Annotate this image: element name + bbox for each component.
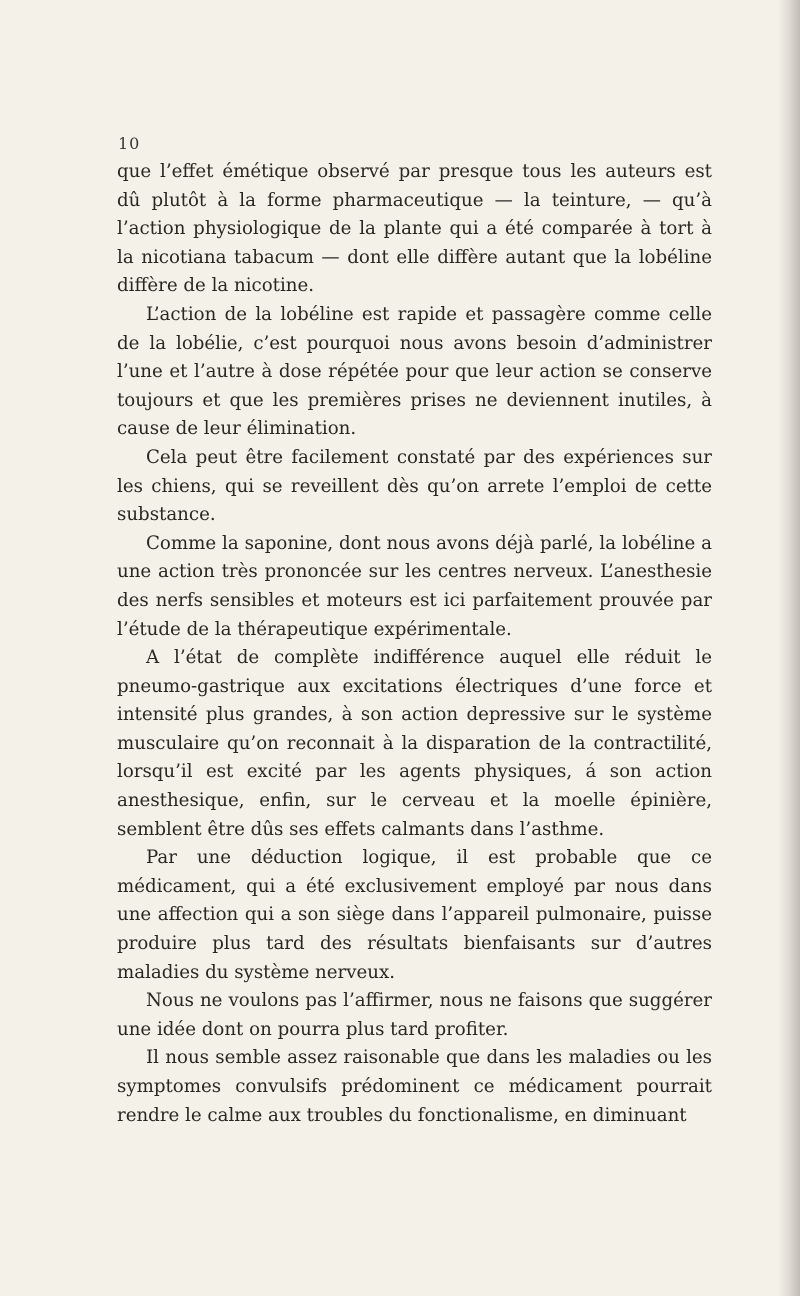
paragraph-1: que l’effet émétique observé par presque tous les auteurs est dû plutôt à la forme pharmaceutique — la teinture, — qu’à l’action physiologique de la plante qui a été comparée à tort à la nicotiana tabacum — dont elle diffère autant que la lobéline diffère de la nicotine. [117,161,712,297]
paragraph-7: Nous ne voulons pas l’affirmer, nous ne faisons que suggérer une idée dont on pourra plus tard profiter. [117,990,712,1040]
paragraph-4: Comme la saponine, dont nous avons déjà parlé, la lobéline a une action très prononcée sur les centres nerveux. L’anesthesie des nerfs sensibles et moteurs est ici parfaitement prouvée par l’étude de la thérapeutique expérimentale. [117,532,712,640]
page-edge-shadow [778,0,800,1296]
paragraph-3: Cela peut être facilement constaté par des expériences sur les chiens, qui se reveillent dès qu’on arrete l’emploi de cette substance. [117,446,712,526]
paragraph-5: A l’état de complète indifférence auquel elle réduit le pneumo-gastrique aux excitations électriques d’une force et intensité plus grandes, à son action depressive sur le système musculaire qu’on reconnait à la disparation de la contractilité, lorsqu’il est excité par les agents physiques, á son action anesthesique, enfin, sur le cerveau et la moelle épinière, semblent être dûs ses effets calmants dans l’asthme. [117,647,712,840]
paragraph-2: L’action de la lobéline est rapide et passagère comme celle de la lobélie, c’est pourquoi nous avons besoin d’administrer l’une et l’autre à dose répétée pour que leur action se conserve toujours et que les premières prises ne deviennent inutiles, à cause de leur élimination. [117,303,712,440]
paragraph-8: Il nous semble assez raisonable que dans les maladies ou les symptomes convulsifs prédominent ce médicament pourrait rendre le calme aux troubles du fonctionalisme, en diminuant [117,1047,712,1126]
body-text [117,158,712,1130]
page-number: 10 [118,134,141,153]
paragraph-6: Par une déduction logique, il est probable que ce médicament, qui a été exclusivement employé par nous dans une affection qui a son siège dans l’appareil pulmonaire, puisse produire plus tard des résultats bienfaisants sur d’autres maladies du système nerveux. [117,847,712,983]
